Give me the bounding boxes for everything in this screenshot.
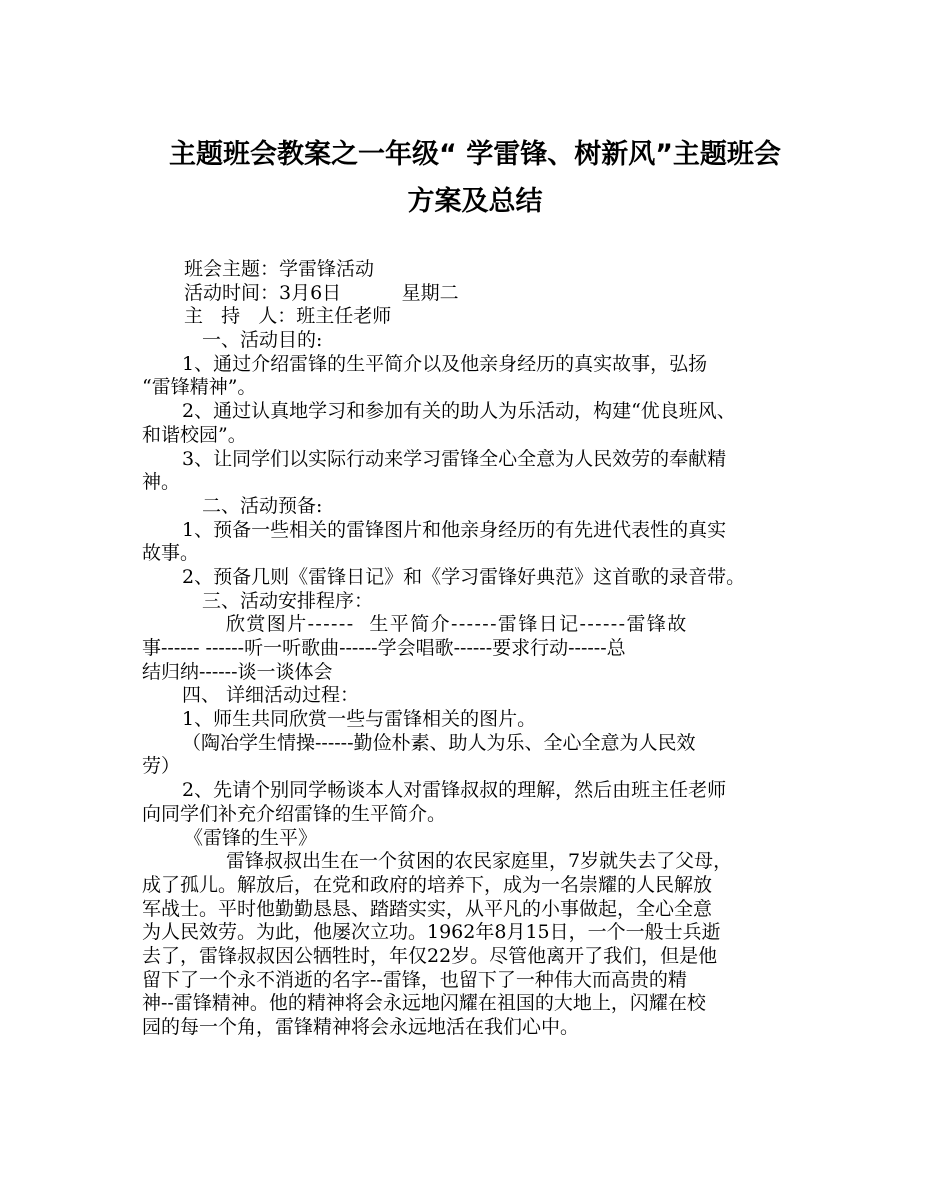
section-heading: 四、 详细活动过程：: [182, 684, 360, 707]
body-line: 神--雷锋精神。他的精神将会永远地闪耀在祖国的大地上，闪耀在校: [142, 992, 706, 1015]
body-line: 结归纳------谈一谈体会: [142, 660, 333, 683]
body-line: 去了，雷锋叔叔因公牺牲时，年仅22岁。尽管他离开了我们，但是他: [142, 944, 718, 967]
body-line: 活动时间：3月6日 星期二: [184, 281, 459, 304]
body-line: 园的每一个角，雷锋精神将会永远地活在我们心中。: [142, 1016, 580, 1038]
body-line: 成了孤儿。解放后，在党和政府的培养下，成为一名崇耀的人民解放: [142, 873, 713, 896]
body-line: 故事。: [142, 542, 200, 565]
section-heading: 二、活动预备:: [202, 494, 323, 517]
body-line: 和谐校园”。: [142, 423, 247, 446]
body-line: 向同学们补充介绍雷锋的生平简介。: [142, 802, 447, 825]
section-heading: 一、活动目的:: [202, 329, 323, 352]
body-line: 留下了一个永不消逝的名字--雷锋，也留下了一种伟大而高贵的精: [142, 968, 687, 991]
document-body: [142, 258, 822, 1040]
body-line: 事------ ------听一听歌曲------学会唱歌------要求行动------总: [142, 637, 626, 659]
body-line: 为人民效劳。为此，他屡次立功。1962年8月15日，一个一般士兵逝: [142, 921, 721, 944]
body-line: 2、通过认真地学习和参加有关的助人为乐活动，构建“优良班风、: [182, 400, 736, 423]
section-heading: 三、活动安排程序：: [202, 589, 374, 612]
body-line: 2、先请个别同学畅谈本人对雷锋叔叔的理解，然后由班主任老师: [182, 779, 727, 802]
body-line: 1、预备一些相关的雷锋图片和他亲身经历的有先进代表性的真实: [182, 518, 727, 541]
body-line: 劳）: [142, 755, 181, 778]
body-line: 2、预备几则《雷锋日记》和《学习雷锋好典范》这首歌的录音带。: [182, 565, 746, 588]
document-title-line-2: 方案及总结: [407, 186, 543, 217]
body-line: 1、师生共同欣赏一些与雷锋相关的图片。: [182, 708, 537, 731]
body-line: 3、让同学们以实际行动来学习雷锋全心全意为人民效劳的奉献精: [182, 447, 727, 470]
body-line: 神。: [142, 471, 181, 494]
subsection-title: 《雷锋的生平》: [184, 826, 318, 849]
document-title-line-1: 主题班会教案之一年级“ 学雷锋、树新风”主题班会: [169, 139, 781, 170]
body-line: 雷锋叔叔出生在一个贫困的农民家庭里，7岁就失去了父母，: [226, 850, 733, 873]
body-line: 班会主题：学雷锋活动: [184, 258, 375, 280]
body-line: （陶冶学生情操------勤俭朴素、助人为乐、全心全意为人民效: [182, 731, 696, 754]
body-line: “雷锋精神”。: [142, 376, 257, 399]
body-line: 军战士。平时他勤勤恳恳、踏踏实实，从平凡的小事做起，全心全意: [142, 897, 713, 920]
body-line: 欣赏图片------ 生平简介------雷锋日记------雷锋故: [226, 613, 688, 636]
body-line: 1、通过介绍雷锋的生平简介以及他亲身经历的真实故事，弘扬: [182, 352, 708, 375]
body-line: 主 持 人：班主任老师: [184, 305, 392, 328]
